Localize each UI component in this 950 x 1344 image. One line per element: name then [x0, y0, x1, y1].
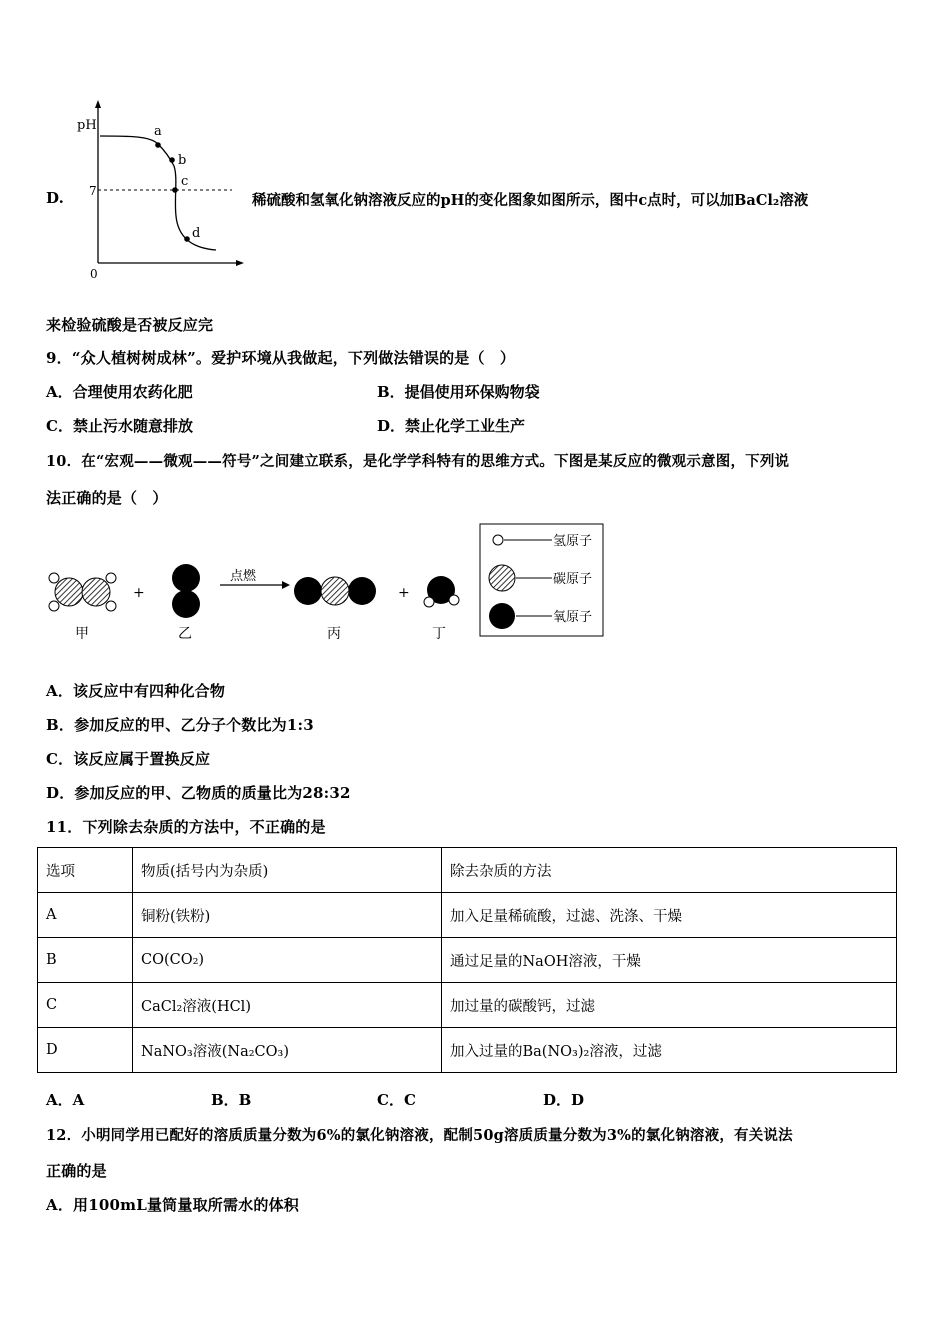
- legend-carbon-label: 碳原子: [553, 572, 593, 587]
- row-method: 加入过量的Ba(NO₃)₂溶液，过滤: [442, 1028, 897, 1073]
- q8-option-d-text-cont: 来检验硫酸是否被反应完: [46, 316, 214, 334]
- label-bing: 丙: [327, 626, 341, 642]
- table-row: [38, 1028, 897, 1073]
- q11-table: [37, 847, 897, 1073]
- point-d: [184, 236, 190, 242]
- y-axis-label: pH: [77, 118, 97, 133]
- row-substance: 铜粉(铁粉): [133, 893, 442, 938]
- label-yi: 乙: [178, 626, 192, 642]
- q9-option-c: C．禁止污水随意排放: [46, 417, 193, 435]
- q8-option-d-text: 稀硫酸和氢氧化钠溶液反应的pH的变化图象如图所示，图中c点时，可以加BaCl₂溶液: [252, 192, 809, 209]
- point-c-label: c: [181, 174, 189, 189]
- legend-oxygen-label: 氧原子: [553, 610, 593, 625]
- q9-option-b: B．提倡使用环保购物袋: [377, 383, 540, 401]
- table-row: [38, 983, 897, 1028]
- table-header-row: [38, 848, 897, 893]
- ignition-label: 点燃: [230, 569, 257, 584]
- point-c: [172, 187, 178, 193]
- q11-option-a: A．A: [46, 1091, 85, 1109]
- header-option: 选项: [38, 848, 133, 893]
- legend-hydrogen-icon: [493, 535, 503, 545]
- q12-stem: 12．小明同学用已配好的溶质质量分数为6%的氯化钠溶液，配制50g溶质质量分数为3%的氯化钠溶液，有关说法: [46, 1127, 793, 1144]
- point-d-label: d: [192, 226, 201, 241]
- atom-legend: [480, 524, 603, 636]
- plus-sign-2: +: [398, 585, 410, 601]
- molecule-yi: [172, 564, 200, 618]
- q10-option-c: C．该反应属于置换反应: [46, 750, 211, 768]
- row-method: 通过足量的NaOH溶液，干燥: [442, 938, 897, 983]
- q12-stem-cont: 正确的是: [46, 1162, 107, 1180]
- q11-option-c: C．C: [377, 1091, 416, 1109]
- plus-sign-1: +: [133, 585, 145, 601]
- ph-change-graph: [70, 98, 250, 283]
- reaction-arrowhead: [282, 581, 290, 589]
- q10-option-b: B．参加反应的甲、乙分子个数比为1:3: [46, 716, 314, 734]
- q10-option-a: A．该反应中有四种化合物: [46, 682, 226, 700]
- row-option: D: [38, 1028, 133, 1073]
- row-method: 加过量的碳酸钙，过滤: [442, 983, 897, 1028]
- label-jia: 甲: [75, 626, 89, 642]
- q11-option-b: B．B: [211, 1091, 252, 1109]
- q9-option-d: D．禁止化学工业生产: [377, 417, 526, 435]
- q10-option-d: D．参加反应的甲、乙物质的质量比为28:32: [46, 784, 351, 802]
- row-substance: CaCl₂溶液(HCl): [133, 983, 442, 1028]
- q10-stem: 10．在“宏观——微观——符号”之间建立联系，是化学学科特有的思维方式。下图是某反应的微观示意图，下列说: [46, 453, 790, 470]
- row-method: 加入足量稀硫酸，过滤、洗涤、干燥: [442, 893, 897, 938]
- molecule-ding: [424, 576, 459, 607]
- q9-option-a: A．合理使用农药化肥: [46, 383, 193, 401]
- legend-hydrogen-label: 氢原子: [553, 534, 593, 549]
- legend-oxygen-icon: [489, 603, 515, 629]
- q10-stem-cont: 法正确的是（ ）: [46, 489, 168, 507]
- table-row: [38, 938, 897, 983]
- header-method: 除去杂质的方法: [442, 848, 897, 893]
- row-option: B: [38, 938, 133, 983]
- table-row: [38, 893, 897, 938]
- point-a: [155, 142, 161, 148]
- row-substance: CO(CO₂): [133, 938, 442, 983]
- legend-carbon-icon: [489, 565, 515, 591]
- point-b: [169, 157, 175, 163]
- point-a-label: a: [154, 124, 162, 139]
- q11-option-d: D．D: [543, 1091, 585, 1109]
- header-substance: 物质(括号内为杂质): [133, 848, 442, 893]
- origin-label: 0: [90, 267, 98, 281]
- y-axis-arrow: [95, 100, 101, 108]
- molecule-bing: [294, 577, 376, 605]
- molecule-jia: [49, 573, 116, 611]
- x-axis-arrow: [236, 260, 244, 266]
- q9-stem: 9．“众人植树树成林”。爱护环境从我做起，下列做法错误的是（ ）: [46, 349, 516, 367]
- q12-option-a: A．用100mL量筒量取所需水的体积: [46, 1196, 299, 1214]
- point-b-label: b: [178, 153, 187, 168]
- q8-option-d-label: D.: [46, 189, 65, 207]
- q11-stem: 11．下列除去杂质的方法中，不正确的是: [46, 818, 326, 836]
- label-ding: 丁: [432, 626, 446, 642]
- row-substance: NaNO₃溶液(Na₂CO₃): [133, 1028, 442, 1073]
- tick-7-label: 7: [89, 184, 97, 198]
- row-option: C: [38, 983, 133, 1028]
- row-option: A: [38, 893, 133, 938]
- micro-reaction-diagram: [40, 520, 610, 645]
